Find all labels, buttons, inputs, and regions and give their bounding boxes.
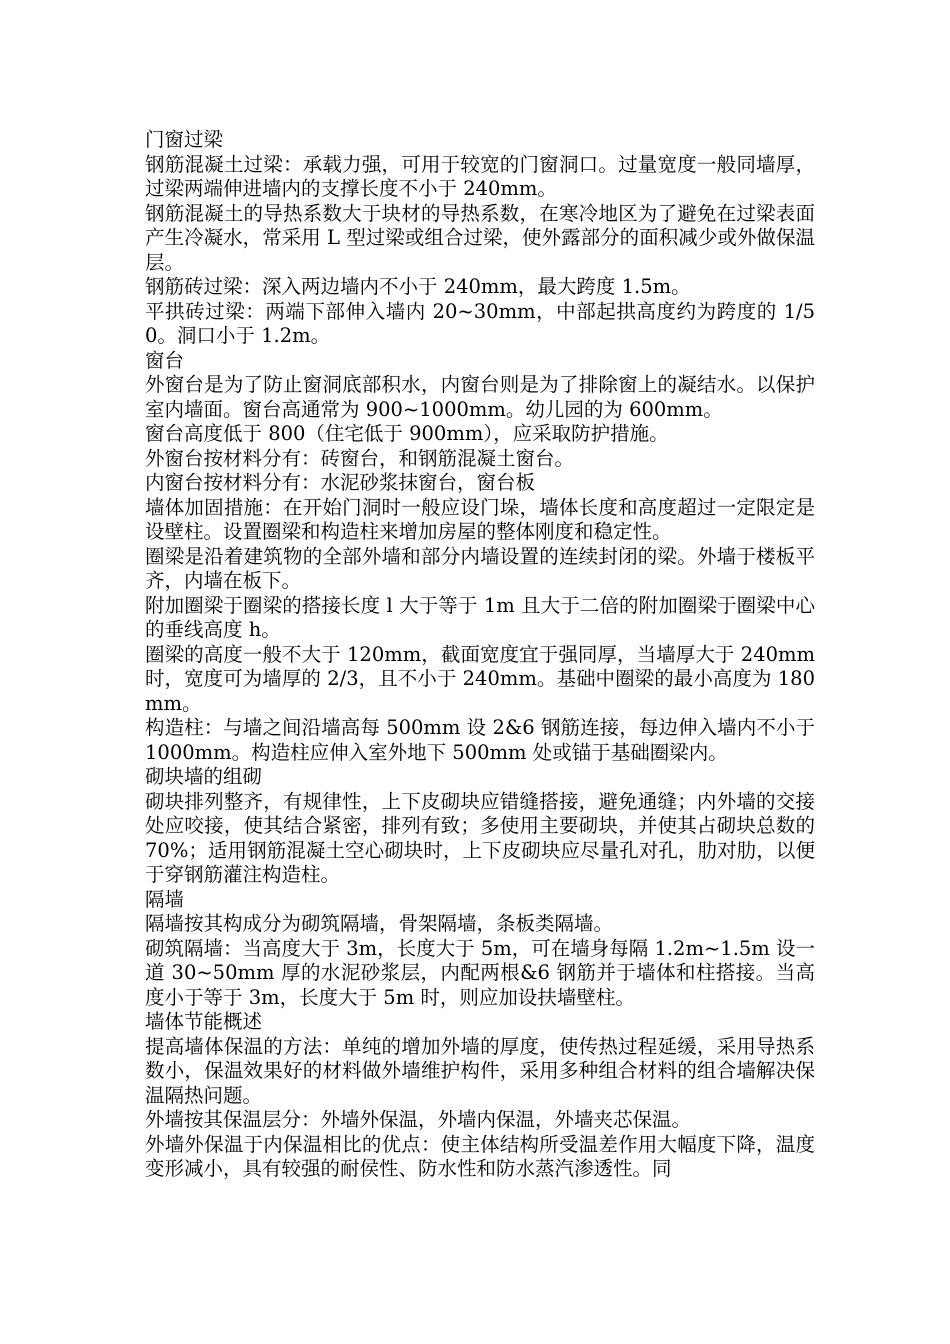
paragraph-insulation-methods: 提高墙体保温的方法：单纯的增加外墙的厚度，使传热过程延缓，采用导热系数小，保温效果好的材料做外墙维护构件，采用多种组合材料的组合墙解决保温隔热问题。 — [145, 1034, 815, 1107]
paragraph-partition-types: 隔墙按其构成分为砌筑隔墙，骨架隔墙，条板类隔墙。 — [145, 912, 614, 935]
paragraph-outer-sill-material: 外窗台按材料分有：砖窗台，和钢筋混凝土窗台。 — [145, 446, 575, 470]
paragraph-rc-thermal: 钢筋混凝土的导热系数大于块材的导热系数，在寒冷地区为了避免在过梁表面产生冷凝水，常采用 L 型过梁或组合过梁，使外露部分的面积减少或外做保温层。 — [145, 201, 815, 274]
paragraph-ring-beam-height: 圈梁的高度一般不大于 120mm，截面宽度宜于强同厚，当墙厚大于 240mm 时，宽度可为墙厚的 2/3，且不小于 240mm。基础中圈梁的最小高度为 180mm。 — [145, 642, 815, 715]
heading-partition-wall: 隔墙 — [145, 887, 185, 911]
paragraph-block-arrangement: 砌块排列整齐，有规律性，上下皮砌块应错缝搭接，避免通缝；内外墙的交接处应咬接，使其结合紧密，排列有致；多使用主要砌块，并使其占砌块总数的 70%；适用钢筋混凝土空心砌块时，上下皮砌块应尽量孔对孔，肋对肋，以便于穿钢筋灌注构造柱。 — [145, 789, 815, 886]
paragraph-ring-beam: 圈梁是沿着建筑物的全部外墙和部分内墙设置的连续封闭的梁。外墙于楼板平齐，内墙在板下。 — [145, 544, 815, 592]
document-page — [145, 128, 815, 1182]
heading-door-window-lintel: 门窗过梁 — [145, 128, 224, 151]
paragraph-structural-column: 构造柱：与墙之间沿墙高每 500mm 设 2&6 钢筋连接，每边伸入墙内不小于 1000mm。构造柱应伸入室外地下 500mm 处或锚于基础圈梁内。 — [145, 716, 815, 764]
paragraph-sill-height: 窗台高度低于 800（住宅低于 900mm），应采取防护措施。 — [145, 422, 669, 445]
paragraph-insulation-types: 外墙按其保温层分：外墙外保温，外墙内保温，外墙夹芯保温。 — [145, 1108, 692, 1131]
paragraph-wall-reinforcement: 墙体加固措施：在开始门洞时一般应设门垛，墙体长度和高度超过一定限定是设壁柱。设置圈梁和构造柱来增加房屋的整体刚度和稳定性。 — [145, 495, 815, 543]
paragraph-masonry-partition: 砌筑隔墙：当高度大于 3m，长度大于 5m，可在墙身每隔 1.2m~1.5m 设一道 30~50mm 厚的水泥砂浆层，内配两根&6 钢筋并于墙体和柱搭接。当高度小于等于 3m，长度大于 5m 时，则应加设扶墙壁柱。 — [145, 936, 815, 1009]
heading-wall-energy-saving: 墙体节能概述 — [145, 1010, 263, 1033]
paragraph-inner-sill-material: 内窗台按材料分有：水泥砂浆抹窗台，窗台板 — [145, 471, 536, 494]
paragraph-flat-arch-lintel: 平拱砖过梁：两端下部伸入墙内 20~30mm，中部起拱高度约为跨度的 1/50。洞口小于 1.2m。 — [145, 299, 815, 347]
paragraph-rc-lintel: 钢筋混凝土过梁：承载力强，可用于较宽的门窗洞口。过量宽度一般同墙厚，过梁两端伸进墙内的支撑长度不小于 240mm。 — [145, 152, 815, 200]
paragraph-external-insulation-advantages: 外墙外保温于内保温相比的优点：使主体结构所受温差作用大幅度下降，温度变形减小，具有较强的耐侯性、防水性和防水蒸汽渗透性。同 — [145, 1132, 815, 1180]
paragraph-additional-ring-beam: 附加圈梁于圈梁的搭接长度 l 大于等于 1m 且大于二倍的附加圈梁于圈梁中心的垂线高度 h。 — [145, 593, 815, 641]
heading-block-wall-masonry: 砌块墙的组砌 — [145, 765, 263, 788]
paragraph-rebar-brick-lintel: 钢筋砖过梁：深入两边墙内不小于 240mm，最大跨度 1.5m。 — [145, 275, 691, 298]
heading-window-sill: 窗台 — [145, 348, 185, 372]
paragraph-sill-purpose: 外窗台是为了防止窗洞底部积水，内窗台则是为了排除窗上的凝结水。以保护室内墙面。窗台高通常为 900~1000mm。幼儿园的为 600mm。 — [145, 373, 815, 421]
